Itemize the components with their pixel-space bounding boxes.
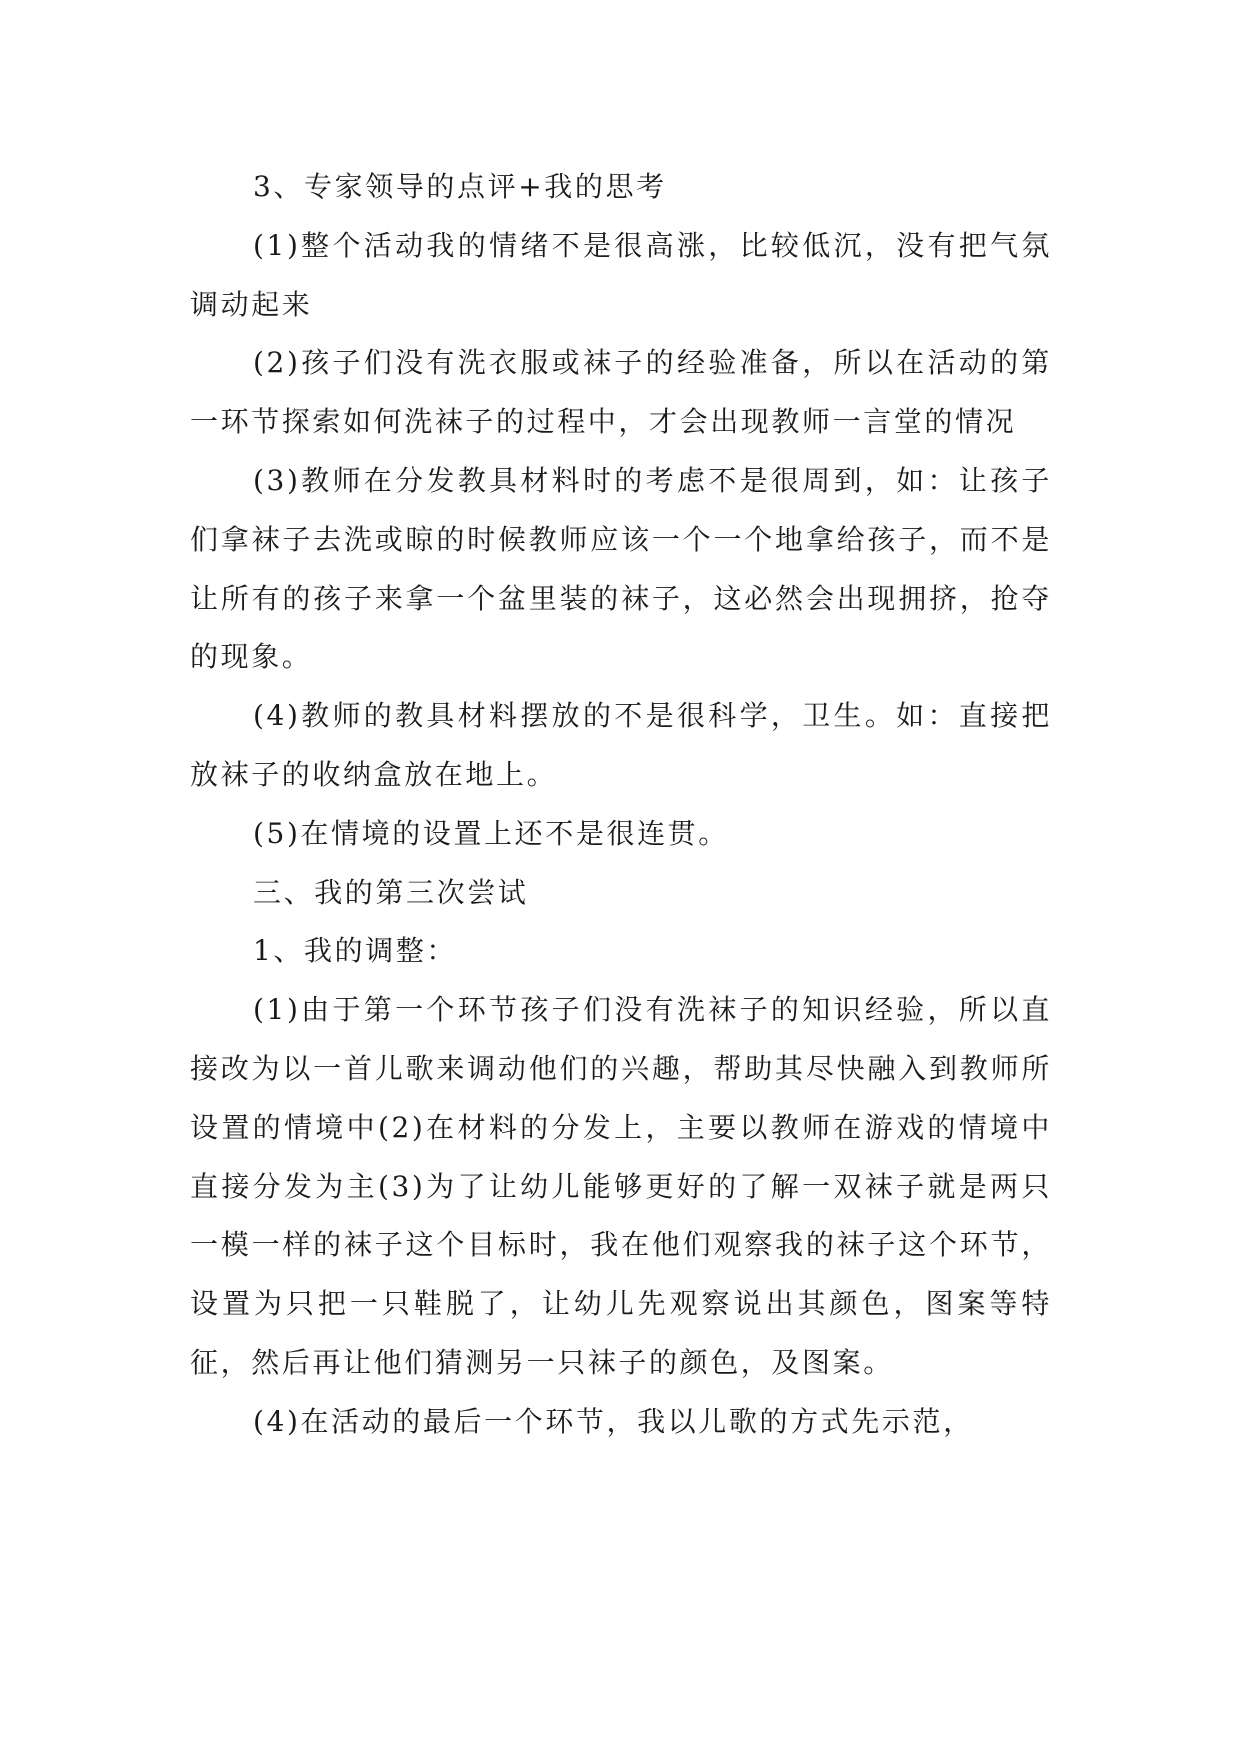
paragraph-adjustment-4: (4)在活动的最后一个环节，我以儿歌的方式先示范， bbox=[253, 1404, 974, 1438]
paragraph-review-3: (3)教师在分发教具材料时的考虑不是很周到，如：让孩子们拿袜子去洗或晾的时候教师应该一个一个地拿给孩子，而不是让所有的孩子来拿一个盆里装的袜子，这必然会出现拥挤，抢夺的现象。 bbox=[190, 463, 1052, 674]
paragraph-review-1: (1)整个活动我的情绪不是很高涨，比较低沉，没有把气氛调动起来 bbox=[190, 228, 1052, 321]
paragraph-review-5: (5)在情境的设置上还不是很连贯。 bbox=[253, 816, 729, 850]
paragraph-review-4: (4)教师的教具材料摆放的不是很科学，卫生。如：直接把放袜子的收纳盒放在地上。 bbox=[190, 699, 1052, 791]
paragraph-review-2: (2)孩子们没有洗衣服或袜子的经验准备，所以在活动的第一环节探索如何洗袜子的过程中，才会出现教师一言堂的情况 bbox=[190, 346, 1052, 439]
paragraph-adjustments-1-3: (1)由于第一个环节孩子们没有洗袜子的知识经验，所以直接改为以一首儿歌来调动他们的兴趣，帮助其尽快融入到教师所设置的情境中(2)在材料的分发上，主要以教师在游戏的情境中直接分发为主(3)为了让幼儿能够更好的了解一双袜子就是两只一模一样的袜子这个目标时，我在他们观察我的袜子这个环节，设置为只把一只鞋脱了，让幼儿先观察说出其颜色，图案等特征，然后再让他们猜测另一只袜子的颜色，及图案。 bbox=[190, 993, 1052, 1379]
section-heading-expert-review: 3、专家领导的点评+我的思考 bbox=[253, 170, 667, 203]
section-heading-third-attempt: 三、我的第三次尝试 bbox=[253, 875, 529, 909]
subheading-adjustments: 1、我的调整： bbox=[253, 934, 458, 968]
document-body bbox=[190, 158, 1052, 1452]
